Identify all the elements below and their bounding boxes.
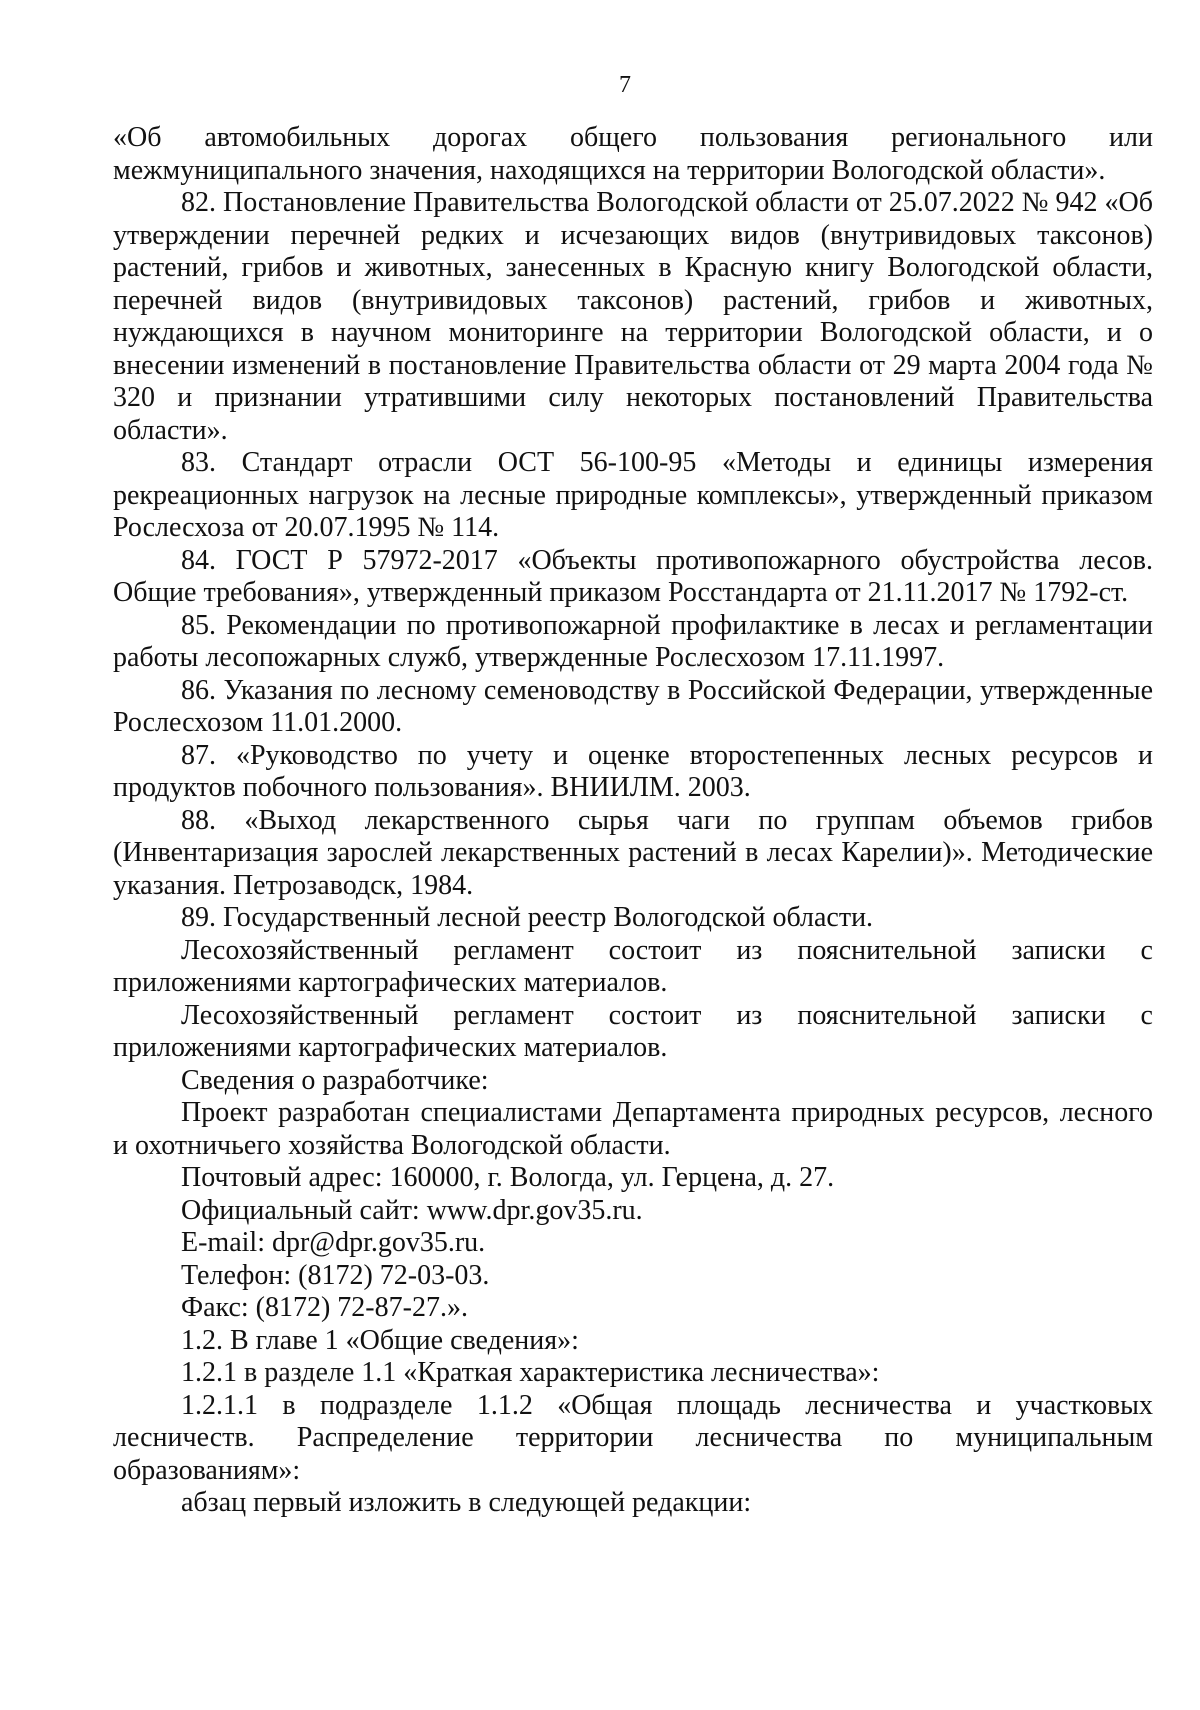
paragraph-regulation-composition: Лесохозяйственный регламент состоит из пояснительной записки с приложениями картографических материалов. [113, 934, 1153, 998]
clause-1-2-1: 1.2.1 в разделе 1.1 «Краткая характеристика лесничества»: [181, 1357, 880, 1388]
list-item-82: 82. Постановление Правительства Вологодской области от 25.07.2022 № 942 «Об утверждении перечней редких и исчезающих видов (внутривидовых таксонов) растений, грибов и животных, занесенных в Красную книгу Вологодской области, перечней видов (внутривидовых таксонов) растений, грибов и животных, нуждающихся в научном мониторинге на территории Вологодской области, и о внесении изменений в постановление Правительства области от 29 марта 2004 года № 320 и признании утратившими силу некоторых постановлений Правительства области». [113, 187, 1153, 446]
website-address: Официальный сайт: www.dpr.gov35.ru. [181, 1194, 643, 1226]
page-number: 7 [619, 72, 631, 98]
fax-number: Факс: (8172) 72-87-27.». [181, 1292, 468, 1323]
document-body [113, 122, 1153, 1520]
email-address: E-mail: dpr@dpr.gov35.ru. [181, 1227, 486, 1258]
developer-description: Проект разработан специалистами Департамента природных ресурсов, лесного и охотничьего хозяйства Вологодской области. [113, 1097, 1153, 1161]
list-item-85: 85. Рекомендации по противопожарной профилактике в лесах и регламентации работы лесопожарных служб, утвержденные Рослесхозом 17.11.1997. [113, 609, 1153, 673]
paragraph-continuation-item-81: «Об автомобильных дорогах общего пользования регионального или межмуниципального значения, находящихся на территории Вологодской области». [113, 122, 1153, 186]
developer-heading: Сведения о разработчике: [181, 1064, 489, 1096]
list-item-87: 87. «Руководство по учету и оценке второстепенных лесных ресурсов и продуктов побочного пользования». ВНИИЛМ. 2003. [113, 739, 1153, 803]
paragraph-regulation-composition-repeat: Лесохозяйственный регламент состоит из пояснительной записки с приложениями картографических материалов. [113, 999, 1153, 1063]
list-item-88: 88. «Выход лекарственного сырья чаги по группам объемов грибов (Инвентаризация зарослей лекарственных растений в лесах Карелии)». Методические указания. Петрозаводск, 1984. [113, 804, 1153, 901]
list-item-83: 83. Стандарт отрасли ОСТ 56-100-95 «Методы и единицы измерения рекреационных нагрузок на лесные природные комплексы», утвержденный приказом Рослесхоза от 20.07.1995 № 114. [113, 447, 1153, 543]
clause-1-2: 1.2. В главе 1 «Общие сведения»: [181, 1324, 579, 1356]
list-item-84: 84. ГОСТ Р 57972-2017 «Объекты противопожарного обустройства лесов. Общие требования», утвержденный приказом Росстандарта от 21.11.2017 № 1792-ст. [113, 544, 1153, 608]
phone-number: Телефон: (8172) 72-03-03. [181, 1259, 490, 1291]
list-item-86: 86. Указания по лесному семеноводству в Российской Федерации, утвержденные Рослесхозом 11.01.2000. [113, 674, 1153, 738]
clause-first-paragraph: абзац первый изложить в следующей редакции: [181, 1487, 752, 1518]
list-item-89: 89. Государственный лесной реестр Вологодской области. [181, 902, 874, 933]
postal-address: Почтовый адрес: 160000, г. Вологда, ул. Герцена, д. 27. [181, 1162, 835, 1193]
clause-1-2-1-1: 1.2.1.1 в подразделе 1.1.2 «Общая площадь лесничества и участковых лесничеств. Распределение территории лесничества по муниципальным образованиям»: [113, 1389, 1153, 1486]
